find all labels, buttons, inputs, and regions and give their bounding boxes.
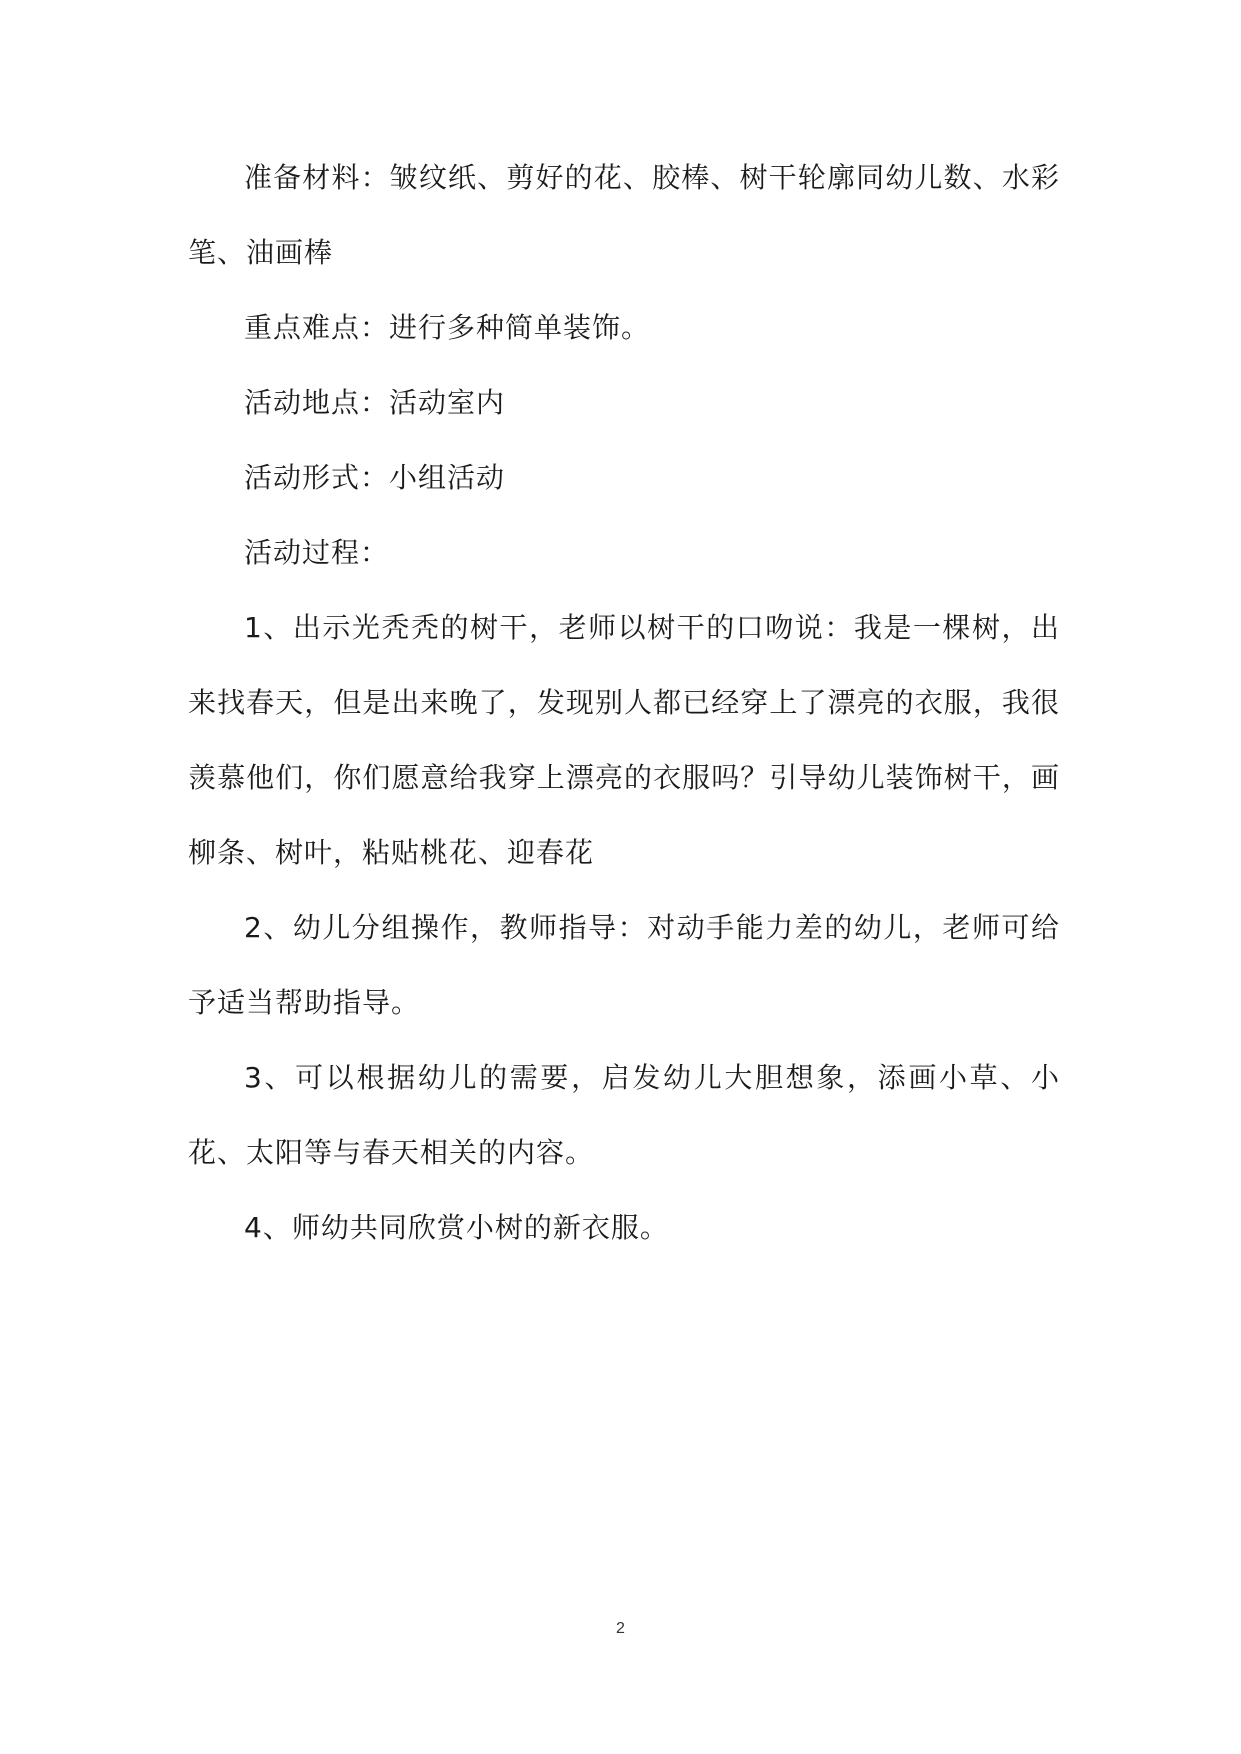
paragraph-step-2: 2、幼儿分组操作，教师指导：对动手能力差的幼儿，老师可给予适当帮助指导。	[188, 911, 1060, 1019]
paragraph-location: 活动地点：活动室内	[244, 386, 506, 419]
paragraph-format: 活动形式：小组活动	[244, 461, 506, 494]
paragraph-step-1: 1、出示光秃秃的树干，老师以树干的口吻说：我是一棵树，出来找春天，但是出来晚了，发现别人都已经穿上了漂亮的衣服，我很羡慕他们，你们愿意给我穿上漂亮的衣服吗？引导幼儿装饰树干，画柳条、树叶，粘贴桃花、迎春花	[188, 611, 1060, 869]
paragraph-step-3: 3、可以根据幼儿的需要，启发幼儿大胆想象，添画小草、小花、太阳等与春天相关的内容。	[188, 1061, 1060, 1169]
document-body	[188, 140, 1060, 1265]
paragraph-materials: 准备材料：皱纹纸、剪好的花、胶棒、树干轮廓同幼儿数、水彩笔、油画棒	[188, 161, 1060, 269]
paragraph-key-points: 重点难点：进行多种简单装饰。	[244, 311, 651, 344]
page-number: 2	[616, 1620, 625, 1637]
paragraph-process-heading: 活动过程：	[244, 536, 390, 569]
paragraph-step-4: 4、师幼共同欣赏小树的新衣服。	[244, 1211, 669, 1244]
